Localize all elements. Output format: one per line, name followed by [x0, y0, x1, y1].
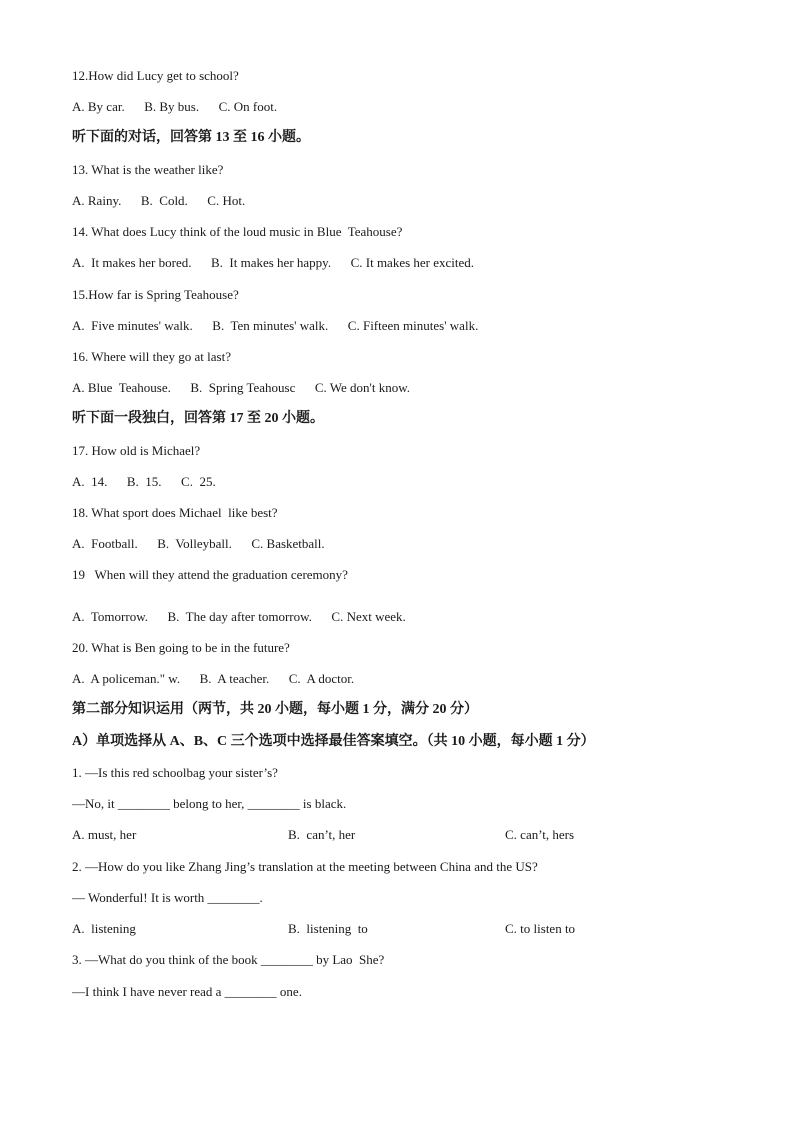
mc-2-question: 2. —How do you like Zhang Jing’s translation at the meeting between China and the US? — [72, 859, 538, 874]
question-19: 19 When will they attend the graduation ceremony? — [72, 567, 348, 582]
part-two-heading: 第二部分知识运用（两节，共 20 小题，每小题 1 分，满分 20 分） — [72, 702, 478, 717]
options-16: A. Blue Teahouse. B. Spring Teahousc C. We don't know. — [72, 380, 411, 395]
mc-2-option-a: A. listening — [72, 921, 136, 936]
question-16: 16. Where will they go at last? — [72, 349, 231, 364]
mc-1-question: 1. —Is this red schoolbag your sister’s? — [72, 765, 278, 780]
section-heading-monologue: 听下面一段独白，回答第 17 至 20 小题。 — [72, 411, 324, 426]
section-a-heading: A）单项选择从 A、B、C 三个选项中选择最佳答案填空。（共 10 小题，每小题 1 分） — [72, 734, 595, 749]
question-14: 14. What does Lucy think of the loud music in Blue Teahouse? — [72, 224, 403, 239]
mc-2-option-c: C. to listen to — [505, 921, 576, 936]
options-15: A. Five minutes' walk. B. Ten minutes' walk. C. Fifteen minutes' walk. — [72, 318, 479, 333]
options-19: A. Tomorrow. B. The day after tomorrow. C. Next week. — [72, 609, 406, 624]
mc-2-answer-line: — Wonderful! It is worth ________. — [72, 890, 263, 905]
mc-1-option-c: C. can’t, hers — [505, 827, 575, 842]
section-heading-dialogue: 听下面的对话，回答第 13 至 16 小题。 — [72, 130, 310, 145]
question-20: 20. What is Ben going to be in the future? — [72, 640, 290, 655]
options-14: A. It makes her bored. B. It makes her happy. C. It makes her excited. — [72, 255, 475, 270]
mc-3-answer-line: —I think I have never read a ________ one. — [72, 984, 302, 999]
options-20: A. A policeman." w. B. A teacher. C. A doctor. — [72, 671, 355, 686]
options-18: A. Football. B. Volleyball. C. Basketball. — [72, 536, 325, 551]
options-12: A. By car. B. By bus. C. On foot. — [72, 99, 278, 114]
mc-3-question: 3. —What do you think of the book ________ by Lao She? — [72, 952, 385, 967]
options-17: A. 14. B. 15. C. 25. — [72, 474, 216, 489]
mc-1-option-b: B. can’t, her — [288, 827, 356, 842]
mc-2-option-b: B. listening to — [288, 921, 368, 936]
question-15: 15.How far is Spring Teahouse? — [72, 287, 239, 302]
mc-1-option-a: A. must, her — [72, 827, 137, 842]
question-18: 18. What sport does Michael like best? — [72, 505, 278, 520]
question-17: 17. How old is Michael? — [72, 443, 201, 458]
question-12: 12.How did Lucy get to school? — [72, 68, 239, 83]
options-13: A. Rainy. B. Cold. C. Hot. — [72, 193, 246, 208]
mc-1-answer-line: —No, it ________ belong to her, ________ is black. — [72, 796, 347, 811]
question-13: 13. What is the weather like? — [72, 162, 224, 177]
